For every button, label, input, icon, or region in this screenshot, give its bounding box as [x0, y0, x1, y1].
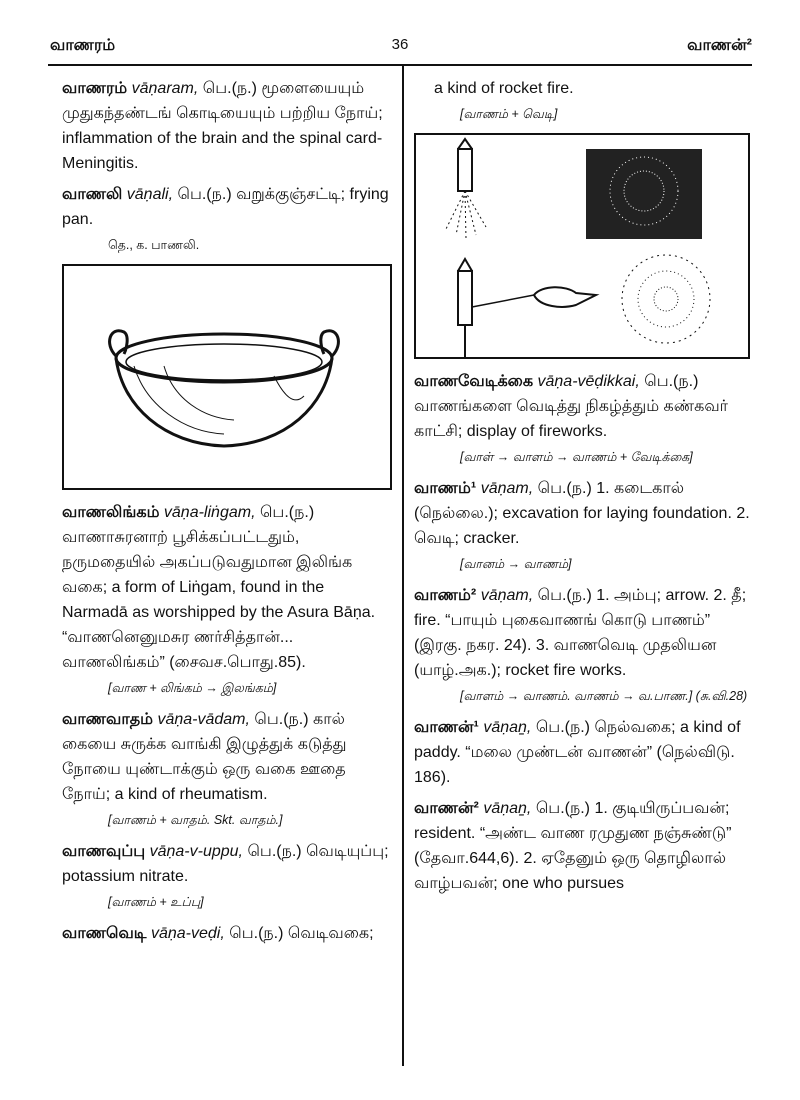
entry [62, 921, 392, 946]
definition: பெ.(ந.) 1. குடியிருப்பவன்; resident. “அண்ட வாண ரமுதுண நஞ்சுண்டு” (தேவா.644,6). 2. ஏதேனும் ஒரு தொழிலால் வாழ்பவன்; one who pursues [414, 800, 732, 892]
definition: பெ.(ந.) வெடிவகை; [229, 925, 374, 942]
header-left: வாணரம் [50, 37, 116, 54]
etymology: [வாள் → வாளம் → வாணம் + வேடிக்கை] [460, 450, 693, 464]
etymology: [வானம் → வாணம்] [460, 557, 572, 571]
column-divider [402, 66, 404, 1066]
entry [62, 707, 392, 807]
definition: பெ.(ந.) வாணங்களை வெடித்து நிகழ்த்தும் கண்கவர் காட்சி; display of fireworks. [414, 373, 729, 440]
fireworks-icon [416, 135, 748, 357]
transliteration: vāṇa-liṅgam, [163, 504, 256, 521]
header-rule [48, 64, 752, 66]
headword: வாணவேடிக்கை [414, 373, 534, 390]
header-right: வாணன்² [687, 37, 752, 54]
entry [62, 182, 392, 232]
wok-icon [64, 266, 390, 488]
definition: பெ.(ந.) கால் கையை சுருக்க வாங்கி இழுத்துக் கடுத்து நோயை யுண்டாக்கும் ஒரு வகை ஊதை நோய்; a kind of rheumatism. [62, 711, 347, 803]
etymology: [வாணம் + வாதம். Skt. வாதம்.] [108, 813, 283, 827]
headword: வாணலிங்கம் [62, 504, 160, 521]
etymology: [வாணம் + வெடி] [460, 107, 558, 121]
transliteration: vāṇam, [480, 480, 534, 497]
transliteration: vāṇa-vādam, [157, 711, 250, 728]
entry [414, 369, 750, 444]
headword: வாணன்² [414, 800, 479, 817]
transliteration: vāṇam, [480, 587, 534, 604]
entry [62, 76, 392, 176]
left-column [62, 76, 392, 952]
entry [62, 500, 392, 675]
headword: வாணலி [62, 186, 123, 203]
entry [414, 715, 750, 790]
etymology: [வாண + லிங்கம் → இலங்கம்] [108, 681, 277, 695]
headword: வாணவெடி [62, 925, 147, 942]
continued-definition: a kind of rocket fire. [434, 80, 574, 97]
headword: வாணன்¹ [414, 719, 479, 736]
page-number: 36 [391, 36, 409, 53]
transliteration: vāṇaṉ, [483, 800, 532, 817]
entry [414, 476, 750, 551]
right-column [414, 76, 750, 902]
transliteration: vāṇaram, [131, 80, 199, 97]
transliteration: vāṇa-veḍi, [150, 925, 225, 942]
headword: வாணவாதம் [62, 711, 153, 728]
definition: பெ.(ந.) நெல்வகை; a kind of paddy. “மலை முண்டன் வாணன்” (நெல்விடு. 186). [414, 719, 741, 786]
transliteration: vāṇa-vēḍikkai, [537, 373, 640, 390]
transliteration: vāṇali, [126, 186, 174, 203]
entry [414, 796, 750, 896]
entry [62, 839, 392, 889]
definition: பெ.(ந.) வெடியுப்பு; potassium nitrate. [62, 843, 389, 885]
definition: பெ.(ந.) வறுக்குஞ்சட்டி; frying pan. [62, 186, 389, 228]
definition: பெ.(ந.) 1. கடைகால் (நெல்லை.); excavation for laying foundation. 2. வெடி; cracker. [414, 480, 750, 547]
definition: பெ.(ந.) வாணாசுரனாற் பூசிக்கப்பட்டதும், நருமதையில் அகப்படுவதுமான இலிங்க வகை; a form of Liṅgam, found in the Narmadā as worshipped by the Asura Bāṇa. “வாணனெனுமசுர ணர்சித்தான்... வாணலிங்கம்” (சைவச.பொது.85). [62, 504, 376, 671]
transliteration: vāṇa-v-uppu, [149, 843, 243, 860]
headword: வாணம்¹ [414, 480, 477, 497]
definition: பெ.(ந.) 1. அம்பு; arrow. 2. தீ; fire. “பாயும் புகைவாணங் கொடு பாணம்” (இரகு. நகர. 24). 3. வாணவெடி முதலியன (யாழ்.அக.); rocket fire works. [414, 587, 747, 679]
etymology: [வாளம் → வாணம். வாணம் → வ.பாண.] (சு.வி.28) [460, 689, 748, 703]
etymology: [வாணம் + உப்பு] [108, 895, 204, 909]
headword: வாணம்² [414, 587, 477, 604]
fireworks-illustration [414, 133, 750, 359]
definition: பெ.(ந.) மூளையையும் முதுகந்தண்டங் கொடியையும் பற்றிய நோய்; inflammation of the brain and the spinal card-Meningitis. [62, 80, 383, 172]
entry [414, 583, 750, 683]
headword: வாணரம் [62, 80, 128, 97]
wok-illustration [62, 264, 392, 490]
etymology: தெ., க. பாணலி. [108, 238, 200, 252]
transliteration: vāṇaṉ, [483, 719, 532, 736]
headword: வாணவுப்பு [62, 843, 146, 860]
